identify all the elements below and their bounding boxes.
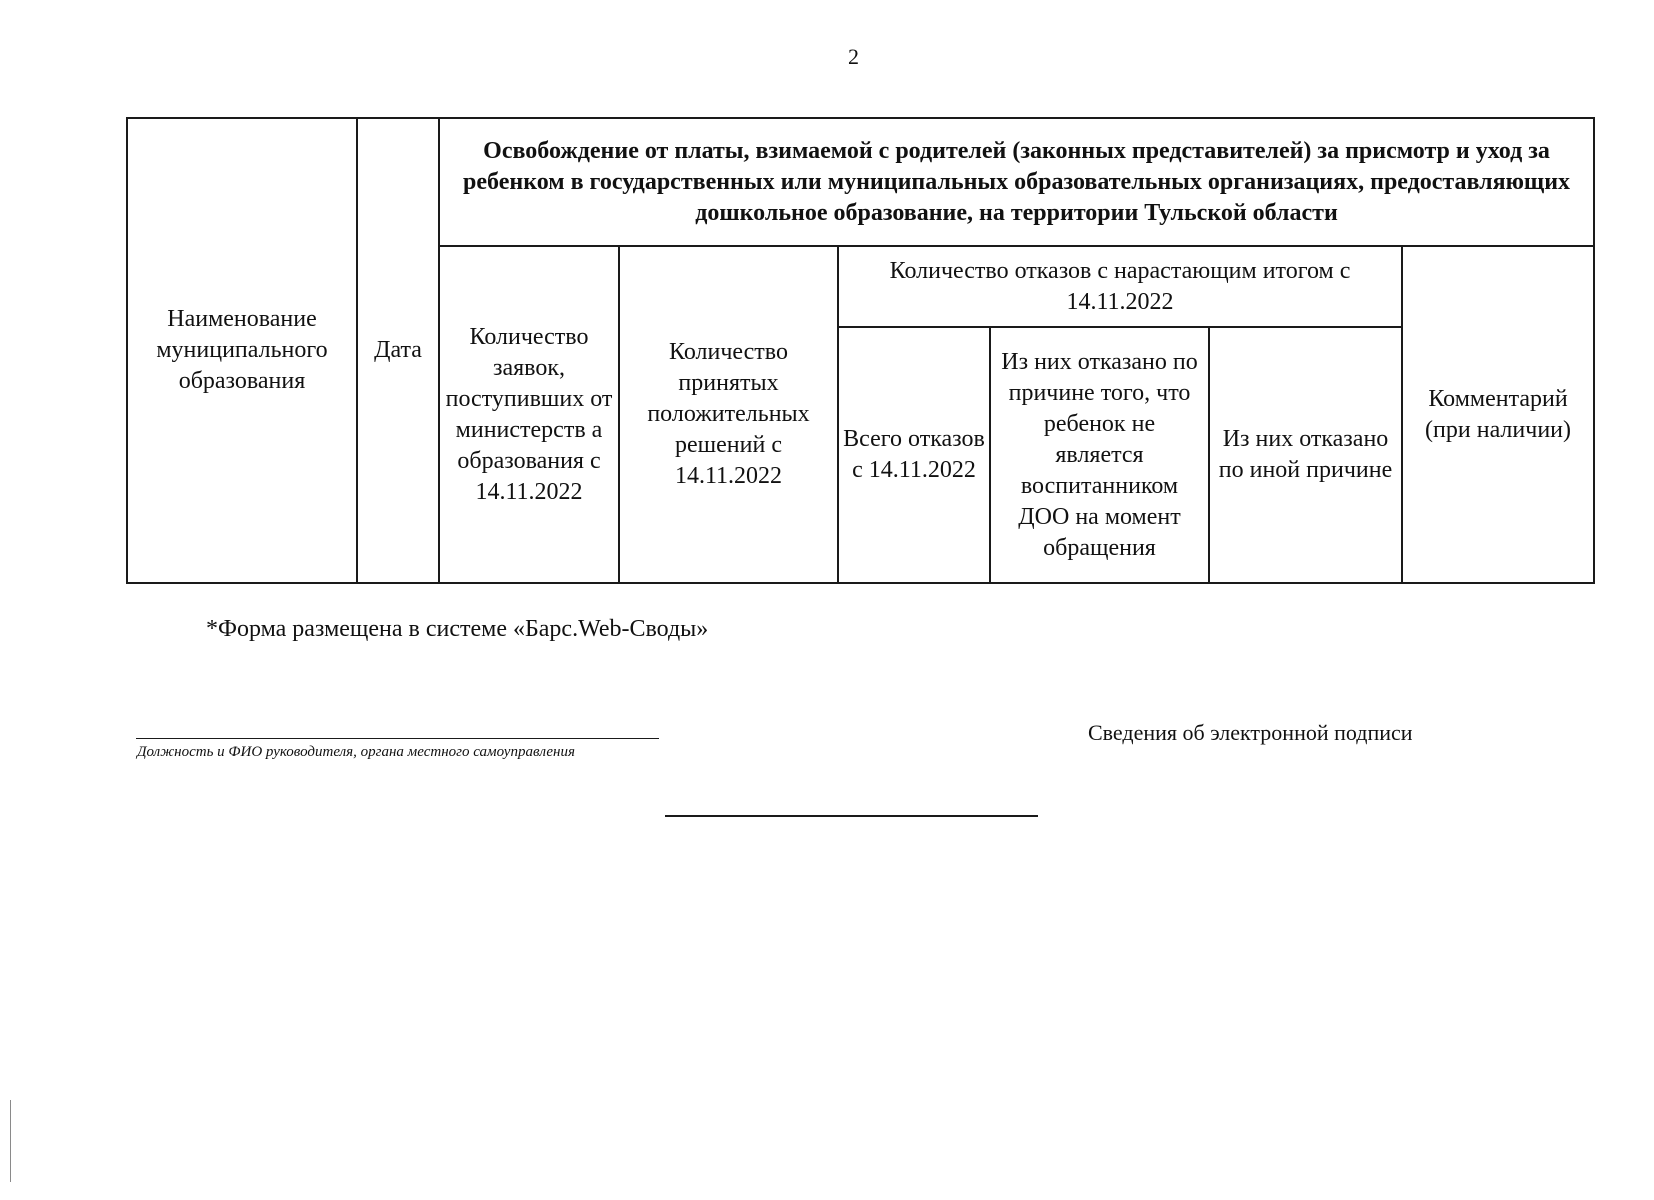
table-title: Освобождение от платы, взимаемой с родителей (законных представителей) за присмотр и уход за ребенком в государственных или муниципальных образовательных организациях, предоставляющих дошкольное образование, на территории Тульской области — [439, 118, 1594, 246]
electronic-signature-label: Сведения об электронной подписи — [1088, 720, 1413, 745]
header-refusals-not-pupil: Из них отказано по причине того, что ребенок не является воспитанником ДОО на момент обращения — [990, 327, 1209, 583]
report-table — [126, 117, 1595, 584]
header-refusals-total: Всего отказов с 14.11.2022 — [838, 327, 990, 583]
page-number: 2 — [848, 44, 859, 69]
header-comment: Комментарий (при наличии) — [1402, 246, 1594, 583]
signature-caption: Должность и ФИО руководителя, органа местного самоуправления — [137, 744, 575, 760]
header-date: Дата — [357, 118, 439, 583]
footnote: *Форма размещена в системе «Барс.Web-Своды» — [206, 616, 709, 642]
scan-edge-mark — [10, 1100, 11, 1182]
header-applications: Количество заявок, поступивших от министерств а образования с 14.11.2022 — [439, 246, 619, 583]
header-refusals-other: Из них отказано по иной причине — [1209, 327, 1402, 583]
header-refusals-group: Количество отказов с нарастающим итогом с 14.11.2022 — [838, 246, 1402, 327]
signature-line-left — [136, 738, 659, 739]
signature-line-center — [665, 815, 1038, 817]
header-positive-decisions: Количество принятых положительных решений с 14.11.2022 — [619, 246, 838, 583]
header-municipality: Наименование муниципального образования — [127, 118, 357, 583]
